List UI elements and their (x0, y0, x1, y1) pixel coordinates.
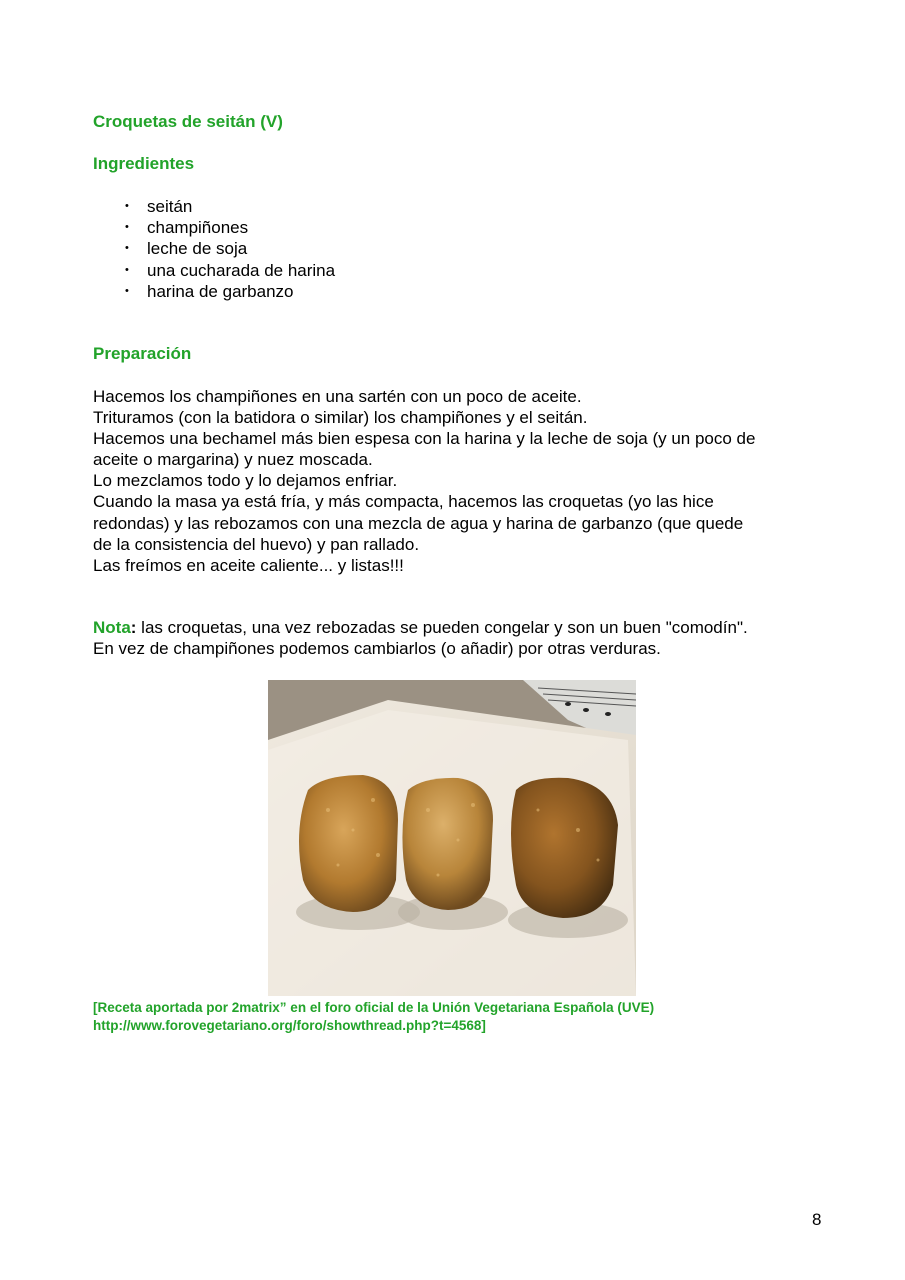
preparation-line: Lo mezclamos todo y lo dejamos enfriar. (93, 471, 398, 491)
list-item: • leche de soja (125, 239, 248, 259)
bullet-icon: • (125, 284, 129, 297)
list-item: • harina de garbanzo (125, 281, 294, 301)
preparation-line: Las freímos en aceite caliente... y listas!!! (93, 555, 404, 575)
note-paragraph (93, 617, 823, 659)
credit-link[interactable]: http://www.forovegetariano.org/foro/showthread.php?t=4568] (93, 1018, 486, 1033)
note-label: Nota (93, 618, 131, 637)
recipe-title: Croquetas de seitán (V) (93, 112, 283, 131)
preparation-line: Hacemos los champiñones en una sartén con un poco de aceite. (93, 387, 582, 406)
preparation-line: Hacemos una bechamel más bien espesa con la harina y la leche de soja (y un poco de (93, 429, 756, 449)
preparation-line: redondas) y las rebozamos con una mezcla de agua y harina de garbanzo (que quede (93, 513, 744, 533)
list-item: • seitán (125, 197, 193, 216)
preparation-heading: Preparación (93, 344, 192, 363)
preparation-line: de la consistencia del huevo) y pan rallado. (93, 534, 420, 554)
recipe-credit (93, 999, 654, 1035)
list-item: • champiñones (125, 218, 249, 238)
bullet-icon: • (125, 263, 129, 276)
preparation-line: aceite o margarina) y nuez moscada. (93, 450, 373, 470)
preparation-text (93, 386, 823, 576)
croquetas-photo (268, 680, 636, 996)
bullet-icon: • (125, 242, 129, 255)
preparation-line: Cuando la masa ya está fría, y más compacta, hacemos las croquetas (yo las hice (93, 492, 714, 512)
ingredients-list (125, 196, 335, 302)
bullet-icon: • (125, 200, 129, 212)
bullet-icon: • (125, 221, 129, 234)
credit-text: [Receta aportada por 2matrix” en el foro oficial de la Unión Vegetariana Española (UVE) (93, 1000, 655, 1015)
note-text-line2: En vez de champiñones podemos cambiarlos (o añadir) por otras verduras. (93, 639, 661, 659)
list-item: • una cucharada de harina (125, 260, 336, 280)
note-text: las croquetas, una vez rebozadas se pueden congelar y son un buen "comodín". (136, 618, 748, 637)
note-colon: : (130, 618, 137, 637)
page-number: 8 (812, 1210, 822, 1229)
preparation-line: Trituramos (con la batidora o similar) los champiñones y el seitán. (93, 408, 588, 428)
ingredients-heading: Ingredientes (93, 154, 195, 173)
